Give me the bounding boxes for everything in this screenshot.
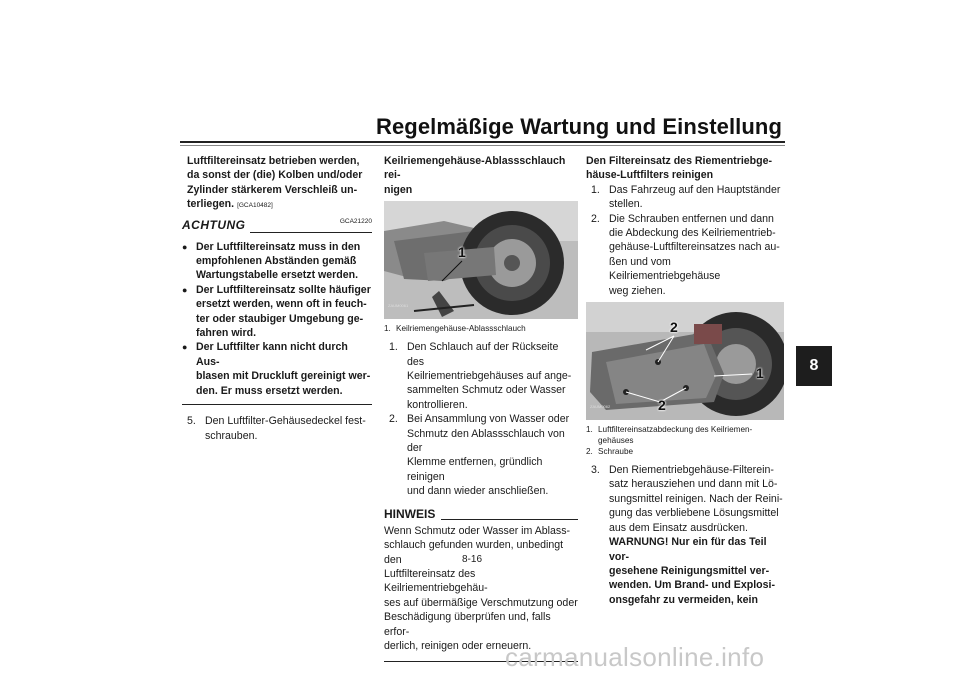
step-number: 5. (187, 415, 196, 428)
scooter-rear-wheel-illustration (384, 201, 578, 319)
header-rule-thin (180, 145, 785, 146)
callout-1: 1 (756, 365, 764, 382)
note-rule (441, 519, 578, 520)
chapter-tab[interactable]: 8 (796, 346, 832, 386)
middle-column (384, 154, 578, 671)
callout-2: 2 (670, 319, 678, 336)
caption-item: 2. Schraube (586, 447, 634, 457)
page-number: 8-16 (462, 554, 483, 565)
left-column (182, 154, 372, 443)
attention-label: ACHTUNG (182, 217, 246, 232)
bullet-item: ● Der Luftfilter kann nicht durch Aus- blasen mit Druckluft gereinigt wer- den. Er muss ersetzt werden. (182, 340, 372, 398)
figure-code: ZAUM0062 (590, 403, 611, 409)
step-2: 2. Die Schrauben entfernen und dann die Abdeckung des Keilriementrieb- gehäuse-Luftfiltereinsatzes nach au- ßen und vom Keilriementriebgehäuse weg ziehen. (591, 212, 780, 297)
step-3: 3. Den Riementriebgehäuse-Filterein- satz herausziehen und dann mit Lö- sungsmittel reinigen. Nach der Reini- gung das verbliebene Lösungsmittel aus dem Einsatz ausdrücken. WARNUNG! Nur ein für das Teil vor- gesehene Reinigungsmittel ver- wenden. Um Brand- und Explosi- onsgefahr zu vermeiden, kein (591, 464, 783, 606)
intro-line: da sonst der (die) Kolben und/oder (187, 169, 363, 182)
step-1: 1. Das Fahrzeug auf den Hauptständer stellen. (591, 183, 781, 211)
figure-code: ZAUM0061 (388, 302, 409, 308)
middle-steps (384, 340, 578, 498)
page-header-title: Regelmäßige Wartung und Einstellung (375, 114, 782, 139)
intro-code: [GCA10482] (237, 202, 273, 210)
note-label: HINWEIS (384, 506, 436, 521)
attention-rule (250, 232, 372, 233)
note-text: Wenn Schmutz oder Wasser im Ablass- schlauch gefunden wurden, unbedingt den Luftfiltereinsatz des Keilriementriebgehäu- ses auf übermäßige Verschmutzung oder Beschädigung überprüfen und, falls erfor- derlich, reinigen oder erneuern. (384, 524, 578, 652)
step-number: 1. (591, 183, 600, 196)
section-heading-drain-hose: Keilriemengehäuse-Ablassschlauch rei- nigen (384, 155, 566, 196)
intro-line: Zylinder stärkerem Verschleiß un- (187, 183, 358, 196)
step-number: 2. (591, 212, 600, 225)
step-1: 1. Den Schlauch auf der Rückseite des Keilriementriebgehäuses auf ange- sammelten Schmutz oder Wasser kontrollieren. (389, 341, 572, 411)
callout-1: 1 (458, 244, 466, 261)
attention-end-rule (182, 404, 372, 405)
warning-text: WARNUNG! Nur ein für das Teil vor- gesehene Reinigungsmittel ver- wenden. Um Brand- und Explosi- onsgefahr zu vermeiden, kein (609, 536, 775, 606)
step-5: 5. Den Luftfilter-Gehäusedeckel fest- schrauben. (187, 415, 366, 442)
caption-item: 1. Luftfiltereinsatzabdeckung des Keilriemen- gehäuses (586, 425, 753, 446)
callout-2: 2 (658, 397, 666, 414)
figure-caption (586, 424, 784, 457)
step-2: 2. Bei Ansammlung von Wasser oder Schmutz den Ablassschlauch von der Klemme entfernen, gründlich reinigen und dann wieder anschließen. (389, 413, 570, 498)
figure-caption (384, 323, 578, 334)
drive-belt-case-illustration (586, 302, 784, 420)
bullet-item: ● Der Luftfiltereinsatz sollte häufiger ersetzt werden, wenn oft in feuch- ter oder staubiger Umgebung ge- fahren wird. (182, 283, 372, 341)
right-column (586, 154, 784, 607)
attention-code: GCA21220 (339, 217, 372, 225)
caption-item: 1. Keilriemengehäuse-Ablassschlauch (384, 324, 526, 334)
intro-text (187, 154, 372, 214)
step-number: 1. (389, 341, 398, 354)
step-number: 2. (389, 413, 398, 426)
bullet-item: ● Der Luftfiltereinsatz muss in den empfohlenen Abständen gemäß Wartungstabelle ersetzt werden. (182, 240, 372, 283)
attention-heading (182, 218, 372, 236)
step-number: 3. (591, 464, 600, 477)
intro-line: Luftfiltereinsatz betrieben werden, (187, 155, 360, 167)
section-heading-filter: Den Filtereinsatz des Riementriebge- häuse-Luftfilters reinigen (586, 155, 773, 182)
watermark: carmanualsonline.info (505, 642, 765, 672)
note-heading (384, 507, 578, 521)
figure-filter-cover (586, 302, 784, 420)
figure-drain-hose (384, 201, 578, 319)
intro-line: terliegen. [GCA10482] (187, 198, 273, 211)
header-rule (180, 141, 785, 143)
attention-bullets (182, 240, 372, 398)
